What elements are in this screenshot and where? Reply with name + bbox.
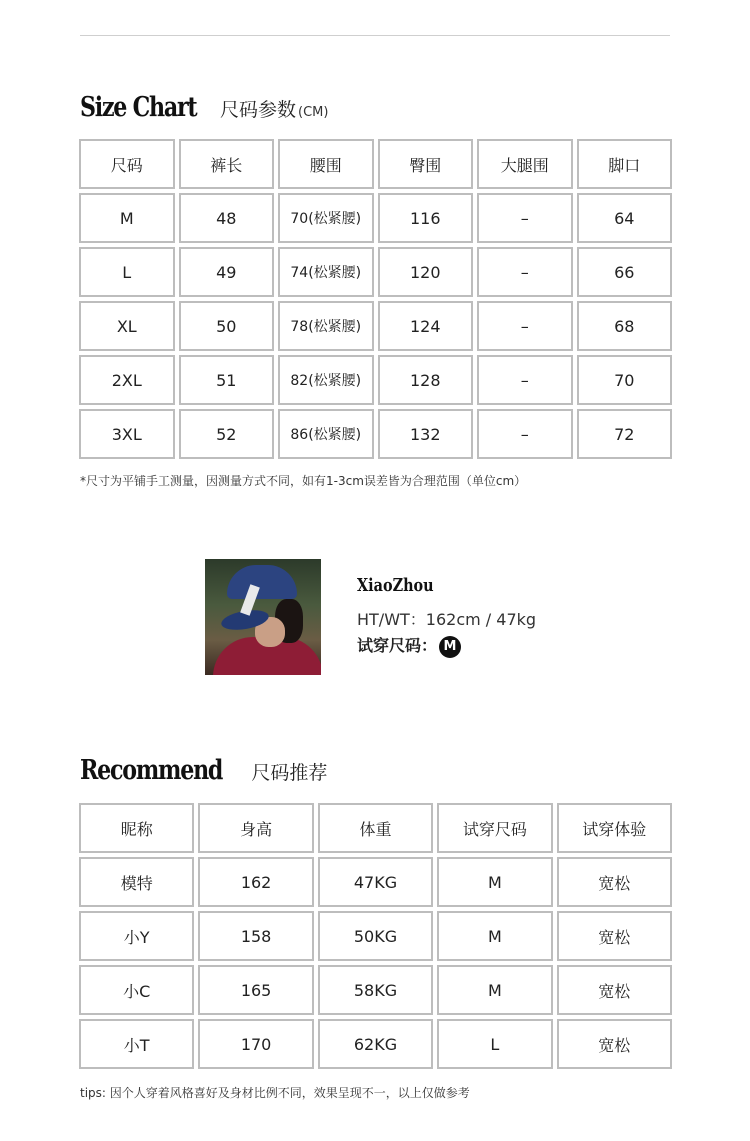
recommend-cell: 宽松 <box>557 965 672 1015</box>
recommend-header-cell: 试穿体验 <box>557 803 672 853</box>
size-chart-table <box>79 139 672 459</box>
recommend-cell: 50KG <box>318 911 433 961</box>
recommend-header-cell: 身高 <box>198 803 313 853</box>
recommend-title-cn: 尺码推荐 <box>251 762 328 784</box>
try-size-label: 试穿尺码： <box>357 636 438 655</box>
size-cell: 74(松紧腰) <box>278 247 374 297</box>
recommend-header-cell: 试穿尺码 <box>437 803 552 853</box>
size-header-cell: 腰围 <box>278 139 374 189</box>
size-chart-unit: (CM) <box>298 105 329 120</box>
size-header-cell: 臀围 <box>378 139 474 189</box>
recommend-cell: 62KG <box>318 1019 433 1069</box>
model-photo <box>205 559 321 675</box>
recommend-cell: 47KG <box>318 857 433 907</box>
size-chart-title <box>80 92 328 123</box>
size-cell: 78(松紧腰) <box>278 301 374 351</box>
size-cell: 2XL <box>79 355 175 405</box>
recommend-cell: 宽松 <box>557 1019 672 1069</box>
size-cell: 64 <box>577 193 673 243</box>
tips-note: tips: 因个人穿着风格喜好及身材比例不同，效果呈现不一，以上仅做参考 <box>80 1086 470 1100</box>
model-height-weight: HT/WT：162cm / 47kg <box>357 610 537 629</box>
recommend-cell: 宽松 <box>557 857 672 907</box>
size-cell: 50 <box>179 301 275 351</box>
recommend-header-cell: 昵称 <box>79 803 194 853</box>
recommend-cell: 158 <box>198 911 313 961</box>
size-cell: 70 <box>577 355 673 405</box>
recommend-cell: 165 <box>198 965 313 1015</box>
recommend-cell: 小C <box>79 965 194 1015</box>
size-cell: – <box>477 355 573 405</box>
recommend-table <box>79 803 672 1069</box>
recommend-cell: 模特 <box>79 857 194 907</box>
model-try-size <box>357 633 461 658</box>
measurement-note: *尺寸为平铺手工测量，因测量方式不同，如有1-3cm误差皆为合理范围（单位cm） <box>80 474 527 488</box>
size-header-cell: 脚口 <box>577 139 673 189</box>
try-size-badge: M <box>439 636 461 658</box>
size-cell: 70(松紧腰) <box>278 193 374 243</box>
size-chart-title-cn: 尺码参数 <box>219 99 296 121</box>
recommend-cell: M <box>437 911 552 961</box>
recommend-cell: 170 <box>198 1019 313 1069</box>
size-cell: 72 <box>577 409 673 459</box>
recommend-title <box>80 755 327 786</box>
size-cell: 49 <box>179 247 275 297</box>
recommend-cell: M <box>437 965 552 1015</box>
size-cell: 86(松紧腰) <box>278 409 374 459</box>
size-cell: 51 <box>179 355 275 405</box>
recommend-cell: 宽松 <box>557 911 672 961</box>
recommend-title-en: Recommend <box>80 755 223 786</box>
recommend-cell: 小T <box>79 1019 194 1069</box>
size-header-cell: 裤长 <box>179 139 275 189</box>
size-cell: – <box>477 301 573 351</box>
size-cell: – <box>477 193 573 243</box>
recommend-header-cell: 体重 <box>318 803 433 853</box>
size-cell: 68 <box>577 301 673 351</box>
recommend-cell: 58KG <box>318 965 433 1015</box>
size-cell: 3XL <box>79 409 175 459</box>
size-cell: M <box>79 193 175 243</box>
size-cell: 124 <box>378 301 474 351</box>
size-cell: – <box>477 409 573 459</box>
size-cell: 132 <box>378 409 474 459</box>
size-cell: 128 <box>378 355 474 405</box>
size-cell: – <box>477 247 573 297</box>
size-cell: 120 <box>378 247 474 297</box>
top-divider <box>80 35 670 36</box>
recommend-cell: 小Y <box>79 911 194 961</box>
model-name: XiaoZhou <box>357 575 434 596</box>
size-header-cell: 尺码 <box>79 139 175 189</box>
recommend-cell: L <box>437 1019 552 1069</box>
size-cell: 116 <box>378 193 474 243</box>
size-header-cell: 大腿围 <box>477 139 573 189</box>
size-cell: 48 <box>179 193 275 243</box>
size-cell: XL <box>79 301 175 351</box>
size-cell: L <box>79 247 175 297</box>
size-chart-title-en: Size Chart <box>80 92 197 123</box>
size-cell: 66 <box>577 247 673 297</box>
size-cell: 82(松紧腰) <box>278 355 374 405</box>
recommend-cell: 162 <box>198 857 313 907</box>
recommend-cell: M <box>437 857 552 907</box>
size-cell: 52 <box>179 409 275 459</box>
